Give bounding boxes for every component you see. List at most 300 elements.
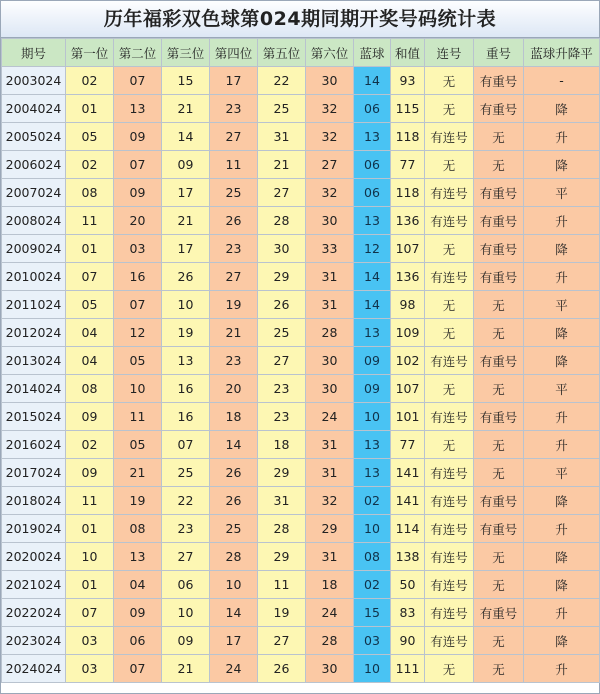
table-row — [2, 431, 600, 459]
pos5-cell: 31 — [258, 487, 306, 515]
consecutive-cell: 无 — [425, 95, 474, 123]
sum-cell: 138 — [391, 543, 425, 571]
consecutive-cell: 有连号 — [425, 347, 474, 375]
pos2-cell: 09 — [114, 123, 162, 151]
pos2-cell: 05 — [114, 431, 162, 459]
period-cell: 2008024 — [2, 207, 66, 235]
period-cell: 2019024 — [2, 515, 66, 543]
pos5-cell: 26 — [258, 291, 306, 319]
pos1-cell: 02 — [66, 151, 114, 179]
table-row — [2, 123, 600, 151]
repeat-cell: 有重号 — [474, 347, 524, 375]
header-consecutive: 连号 — [425, 39, 474, 67]
blue-trend-cell: 平 — [524, 375, 600, 403]
header-pos3: 第三位 — [162, 39, 210, 67]
pos3-cell: 15 — [162, 67, 210, 95]
period-cell: 2014024 — [2, 375, 66, 403]
period-cell: 2024024 — [2, 655, 66, 683]
blue-trend-cell: 升 — [524, 403, 600, 431]
sum-cell: 118 — [391, 123, 425, 151]
pos4-cell: 27 — [210, 123, 258, 151]
pos3-cell: 09 — [162, 151, 210, 179]
repeat-cell: 无 — [474, 291, 524, 319]
pos4-cell: 24 — [210, 655, 258, 683]
table-row — [2, 543, 600, 571]
sum-cell: 136 — [391, 207, 425, 235]
period-cell: 2011024 — [2, 291, 66, 319]
consecutive-cell: 有连号 — [425, 599, 474, 627]
page-title: 历年福彩双色球第024期同期开奖号码统计表 — [1, 1, 599, 38]
repeat-cell: 无 — [474, 571, 524, 599]
consecutive-cell: 无 — [425, 431, 474, 459]
pos1-cell: 09 — [66, 459, 114, 487]
pos5-cell: 22 — [258, 67, 306, 95]
pos3-cell: 21 — [162, 207, 210, 235]
table-row — [2, 319, 600, 347]
blue-ball-cell: 03 — [354, 627, 391, 655]
blue-ball-cell: 09 — [354, 347, 391, 375]
header-pos6: 第六位 — [306, 39, 354, 67]
pos4-cell: 23 — [210, 347, 258, 375]
pos4-cell: 27 — [210, 263, 258, 291]
blue-trend-cell: 升 — [524, 431, 600, 459]
sum-cell: 141 — [391, 487, 425, 515]
pos1-cell: 05 — [66, 291, 114, 319]
period-cell: 2005024 — [2, 123, 66, 151]
table-row — [2, 375, 600, 403]
sum-cell: 90 — [391, 627, 425, 655]
pos1-cell: 02 — [66, 431, 114, 459]
repeat-cell: 有重号 — [474, 515, 524, 543]
repeat-cell: 无 — [474, 123, 524, 151]
pos3-cell: 17 — [162, 235, 210, 263]
pos2-cell: 03 — [114, 235, 162, 263]
table-row — [2, 459, 600, 487]
blue-ball-cell: 13 — [354, 431, 391, 459]
blue-ball-cell: 06 — [354, 179, 391, 207]
repeat-cell: 有重号 — [474, 599, 524, 627]
period-cell: 2007024 — [2, 179, 66, 207]
blue-ball-cell: 13 — [354, 459, 391, 487]
pos3-cell: 07 — [162, 431, 210, 459]
pos3-cell: 16 — [162, 375, 210, 403]
pos5-cell: 21 — [258, 151, 306, 179]
header-blue-ball: 蓝球 — [354, 39, 391, 67]
pos4-cell: 28 — [210, 543, 258, 571]
pos3-cell: 14 — [162, 123, 210, 151]
blue-ball-cell: 08 — [354, 543, 391, 571]
pos5-cell: 11 — [258, 571, 306, 599]
pos2-cell: 07 — [114, 655, 162, 683]
pos6-cell: 32 — [306, 487, 354, 515]
consecutive-cell: 有连号 — [425, 515, 474, 543]
pos2-cell: 07 — [114, 67, 162, 95]
repeat-cell: 无 — [474, 151, 524, 179]
blue-ball-cell: 12 — [354, 235, 391, 263]
sum-cell: 98 — [391, 291, 425, 319]
sum-cell: 111 — [391, 655, 425, 683]
pos2-cell: 20 — [114, 207, 162, 235]
blue-ball-cell: 10 — [354, 655, 391, 683]
blue-trend-cell: 降 — [524, 543, 600, 571]
table-row — [2, 179, 600, 207]
sum-cell: 77 — [391, 151, 425, 179]
period-cell: 2023024 — [2, 627, 66, 655]
consecutive-cell: 无 — [425, 291, 474, 319]
pos2-cell: 10 — [114, 375, 162, 403]
pos4-cell: 11 — [210, 151, 258, 179]
header-pos4: 第四位 — [210, 39, 258, 67]
header-repeat: 重号 — [474, 39, 524, 67]
period-cell: 2013024 — [2, 347, 66, 375]
pos1-cell: 05 — [66, 123, 114, 151]
consecutive-cell: 无 — [425, 375, 474, 403]
pos6-cell: 27 — [306, 151, 354, 179]
consecutive-cell: 有连号 — [425, 123, 474, 151]
blue-trend-cell: 降 — [524, 571, 600, 599]
pos2-cell: 16 — [114, 263, 162, 291]
pos1-cell: 11 — [66, 207, 114, 235]
period-cell: 2009024 — [2, 235, 66, 263]
period-cell: 2010024 — [2, 263, 66, 291]
blue-trend-cell: 升 — [524, 515, 600, 543]
consecutive-cell: 有连号 — [425, 459, 474, 487]
pos1-cell: 10 — [66, 543, 114, 571]
blue-ball-cell: 14 — [354, 263, 391, 291]
blue-trend-cell: 降 — [524, 95, 600, 123]
pos4-cell: 14 — [210, 599, 258, 627]
pos5-cell: 26 — [258, 655, 306, 683]
blue-trend-cell: 平 — [524, 291, 600, 319]
pos2-cell: 08 — [114, 515, 162, 543]
consecutive-cell: 有连号 — [425, 179, 474, 207]
table-row — [2, 655, 600, 683]
table-row — [2, 207, 600, 235]
pos2-cell: 07 — [114, 151, 162, 179]
table-row — [2, 235, 600, 263]
blue-trend-cell: 升 — [524, 263, 600, 291]
period-cell: 2018024 — [2, 487, 66, 515]
pos4-cell: 10 — [210, 571, 258, 599]
pos5-cell: 19 — [258, 599, 306, 627]
sum-cell: 115 — [391, 95, 425, 123]
pos3-cell: 26 — [162, 263, 210, 291]
period-cell: 2012024 — [2, 319, 66, 347]
pos2-cell: 09 — [114, 179, 162, 207]
pos3-cell: 10 — [162, 599, 210, 627]
repeat-cell: 无 — [474, 655, 524, 683]
period-cell: 2006024 — [2, 151, 66, 179]
consecutive-cell: 有连号 — [425, 487, 474, 515]
pos1-cell: 04 — [66, 347, 114, 375]
table-row — [2, 95, 600, 123]
period-cell: 2022024 — [2, 599, 66, 627]
repeat-cell: 无 — [474, 319, 524, 347]
repeat-cell: 无 — [474, 543, 524, 571]
pos5-cell: 18 — [258, 431, 306, 459]
pos2-cell: 05 — [114, 347, 162, 375]
pos6-cell: 31 — [306, 431, 354, 459]
period-cell: 2021024 — [2, 571, 66, 599]
blue-ball-cell: 14 — [354, 291, 391, 319]
pos3-cell: 16 — [162, 403, 210, 431]
sum-cell: 83 — [391, 599, 425, 627]
consecutive-cell: 无 — [425, 151, 474, 179]
pos1-cell: 04 — [66, 319, 114, 347]
pos4-cell: 20 — [210, 375, 258, 403]
pos5-cell: 27 — [258, 347, 306, 375]
pos1-cell: 07 — [66, 599, 114, 627]
pos4-cell: 25 — [210, 515, 258, 543]
table-row — [2, 571, 600, 599]
draw-statistics-table — [1, 38, 600, 683]
pos4-cell: 17 — [210, 67, 258, 95]
consecutive-cell: 有连号 — [425, 571, 474, 599]
sum-cell: 114 — [391, 515, 425, 543]
repeat-cell: 无 — [474, 431, 524, 459]
header-period: 期号 — [2, 39, 66, 67]
blue-ball-cell: 13 — [354, 207, 391, 235]
pos2-cell: 07 — [114, 291, 162, 319]
pos6-cell: 30 — [306, 207, 354, 235]
pos1-cell: 01 — [66, 95, 114, 123]
pos2-cell: 19 — [114, 487, 162, 515]
table-row — [2, 515, 600, 543]
blue-trend-cell: 升 — [524, 123, 600, 151]
repeat-cell: 有重号 — [474, 95, 524, 123]
pos6-cell: 29 — [306, 515, 354, 543]
pos4-cell: 21 — [210, 319, 258, 347]
blue-ball-cell: 06 — [354, 151, 391, 179]
repeat-cell: 有重号 — [474, 235, 524, 263]
sum-cell: 50 — [391, 571, 425, 599]
pos1-cell: 01 — [66, 571, 114, 599]
pos4-cell: 17 — [210, 627, 258, 655]
period-cell: 2017024 — [2, 459, 66, 487]
pos5-cell: 28 — [258, 515, 306, 543]
consecutive-cell: 无 — [425, 235, 474, 263]
repeat-cell: 无 — [474, 375, 524, 403]
blue-trend-cell: 平 — [524, 179, 600, 207]
blue-ball-cell: 09 — [354, 375, 391, 403]
table-row — [2, 263, 600, 291]
sum-cell: 101 — [391, 403, 425, 431]
blue-ball-cell: 06 — [354, 95, 391, 123]
pos6-cell: 33 — [306, 235, 354, 263]
pos3-cell: 10 — [162, 291, 210, 319]
pos6-cell: 30 — [306, 375, 354, 403]
blue-ball-cell: 13 — [354, 319, 391, 347]
pos5-cell: 23 — [258, 375, 306, 403]
pos4-cell: 23 — [210, 235, 258, 263]
pos3-cell: 06 — [162, 571, 210, 599]
sum-cell: 107 — [391, 235, 425, 263]
pos5-cell: 23 — [258, 403, 306, 431]
blue-ball-cell: 10 — [354, 515, 391, 543]
pos6-cell: 30 — [306, 655, 354, 683]
blue-trend-cell: - — [524, 67, 600, 95]
blue-ball-cell: 14 — [354, 67, 391, 95]
sum-cell: 77 — [391, 431, 425, 459]
pos1-cell: 09 — [66, 403, 114, 431]
blue-trend-cell: 降 — [524, 347, 600, 375]
pos3-cell: 22 — [162, 487, 210, 515]
pos1-cell: 08 — [66, 179, 114, 207]
blue-trend-cell: 升 — [524, 655, 600, 683]
pos4-cell: 14 — [210, 431, 258, 459]
pos2-cell: 13 — [114, 543, 162, 571]
pos5-cell: 31 — [258, 123, 306, 151]
pos6-cell: 31 — [306, 263, 354, 291]
sum-cell: 136 — [391, 263, 425, 291]
pos2-cell: 21 — [114, 459, 162, 487]
pos6-cell: 32 — [306, 95, 354, 123]
pos2-cell: 12 — [114, 319, 162, 347]
blue-trend-cell: 降 — [524, 487, 600, 515]
header-pos2: 第二位 — [114, 39, 162, 67]
blue-ball-cell: 02 — [354, 487, 391, 515]
sum-cell: 102 — [391, 347, 425, 375]
period-cell: 2004024 — [2, 95, 66, 123]
pos6-cell: 24 — [306, 599, 354, 627]
sum-cell: 141 — [391, 459, 425, 487]
pos6-cell: 31 — [306, 291, 354, 319]
sum-cell: 118 — [391, 179, 425, 207]
pos5-cell: 28 — [258, 207, 306, 235]
blue-trend-cell: 降 — [524, 319, 600, 347]
period-cell: 2003024 — [2, 67, 66, 95]
blue-trend-cell: 平 — [524, 459, 600, 487]
consecutive-cell: 无 — [425, 655, 474, 683]
pos4-cell: 25 — [210, 179, 258, 207]
pos1-cell: 03 — [66, 655, 114, 683]
consecutive-cell: 有连号 — [425, 627, 474, 655]
blue-trend-cell: 降 — [524, 627, 600, 655]
table-row — [2, 347, 600, 375]
table-row — [2, 627, 600, 655]
header-sum: 和值 — [391, 39, 425, 67]
table-row — [2, 291, 600, 319]
pos5-cell: 29 — [258, 263, 306, 291]
pos2-cell: 04 — [114, 571, 162, 599]
pos3-cell: 25 — [162, 459, 210, 487]
pos4-cell: 26 — [210, 207, 258, 235]
pos1-cell: 03 — [66, 627, 114, 655]
pos1-cell: 02 — [66, 67, 114, 95]
pos2-cell: 06 — [114, 627, 162, 655]
pos1-cell: 01 — [66, 235, 114, 263]
blue-ball-cell: 10 — [354, 403, 391, 431]
period-cell: 2015024 — [2, 403, 66, 431]
consecutive-cell: 无 — [425, 67, 474, 95]
table-row — [2, 487, 600, 515]
pos4-cell: 26 — [210, 487, 258, 515]
pos4-cell: 19 — [210, 291, 258, 319]
sum-cell: 109 — [391, 319, 425, 347]
blue-ball-cell: 13 — [354, 123, 391, 151]
pos6-cell: 31 — [306, 543, 354, 571]
pos3-cell: 21 — [162, 655, 210, 683]
pos5-cell: 25 — [258, 95, 306, 123]
repeat-cell: 有重号 — [474, 403, 524, 431]
consecutive-cell: 有连号 — [425, 263, 474, 291]
pos6-cell: 18 — [306, 571, 354, 599]
pos6-cell: 28 — [306, 627, 354, 655]
header-pos1: 第一位 — [66, 39, 114, 67]
pos5-cell: 29 — [258, 459, 306, 487]
pos6-cell: 31 — [306, 459, 354, 487]
blue-trend-cell: 降 — [524, 235, 600, 263]
table-body — [2, 67, 600, 683]
sum-cell: 107 — [391, 375, 425, 403]
table-row — [2, 599, 600, 627]
repeat-cell: 无 — [474, 459, 524, 487]
consecutive-cell: 无 — [425, 319, 474, 347]
blue-trend-cell: 降 — [524, 151, 600, 179]
pos1-cell: 01 — [66, 515, 114, 543]
consecutive-cell: 有连号 — [425, 207, 474, 235]
pos5-cell: 27 — [258, 627, 306, 655]
pos6-cell: 32 — [306, 123, 354, 151]
pos5-cell: 25 — [258, 319, 306, 347]
blue-trend-cell: 升 — [524, 599, 600, 627]
table-row — [2, 67, 600, 95]
blue-ball-cell: 15 — [354, 599, 391, 627]
pos4-cell: 26 — [210, 459, 258, 487]
table-row — [2, 151, 600, 179]
pos1-cell: 08 — [66, 375, 114, 403]
repeat-cell: 有重号 — [474, 487, 524, 515]
repeat-cell: 有重号 — [474, 179, 524, 207]
pos5-cell: 30 — [258, 235, 306, 263]
pos6-cell: 30 — [306, 347, 354, 375]
blue-trend-cell: 升 — [524, 207, 600, 235]
pos3-cell: 23 — [162, 515, 210, 543]
repeat-cell: 有重号 — [474, 207, 524, 235]
consecutive-cell: 有连号 — [425, 543, 474, 571]
pos4-cell: 23 — [210, 95, 258, 123]
repeat-cell: 无 — [474, 627, 524, 655]
table-row — [2, 403, 600, 431]
pos3-cell: 09 — [162, 627, 210, 655]
pos3-cell: 13 — [162, 347, 210, 375]
pos6-cell: 30 — [306, 67, 354, 95]
consecutive-cell: 有连号 — [425, 403, 474, 431]
sum-cell: 93 — [391, 67, 425, 95]
pos6-cell: 32 — [306, 179, 354, 207]
header-pos5: 第五位 — [258, 39, 306, 67]
pos3-cell: 27 — [162, 543, 210, 571]
pos5-cell: 29 — [258, 543, 306, 571]
pos2-cell: 09 — [114, 599, 162, 627]
repeat-cell: 有重号 — [474, 67, 524, 95]
pos1-cell: 11 — [66, 487, 114, 515]
header-blue-trend: 蓝球升降平 — [524, 39, 600, 67]
header-row — [2, 39, 600, 67]
pos1-cell: 07 — [66, 263, 114, 291]
pos4-cell: 18 — [210, 403, 258, 431]
pos2-cell: 11 — [114, 403, 162, 431]
pos3-cell: 17 — [162, 179, 210, 207]
pos3-cell: 19 — [162, 319, 210, 347]
pos2-cell: 13 — [114, 95, 162, 123]
blue-ball-cell: 02 — [354, 571, 391, 599]
period-cell: 2020024 — [2, 543, 66, 571]
pos3-cell: 21 — [162, 95, 210, 123]
period-cell: 2016024 — [2, 431, 66, 459]
repeat-cell: 有重号 — [474, 263, 524, 291]
pos6-cell: 28 — [306, 319, 354, 347]
